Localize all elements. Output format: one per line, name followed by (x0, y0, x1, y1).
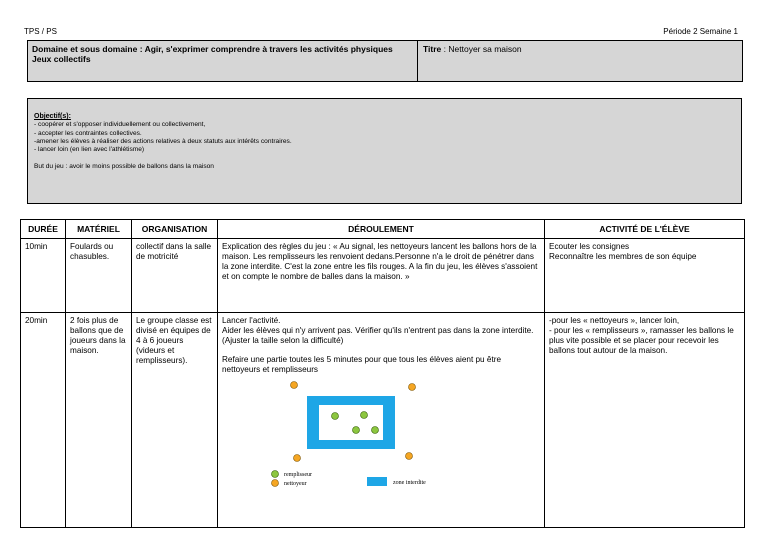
cell-activite (545, 313, 745, 528)
house-inner (319, 405, 383, 440)
cell-materiel: 2 fois plus de ballons que de joueurs dans la maison. (66, 313, 132, 528)
objective-item: - coopérer et s'opposer individuellement ou collectivement, (34, 121, 206, 129)
deroulement-line: Refaire une partie toutes les 5 minutes pour que tous les élèves aient pu être nettoyeurs et remplisseurs (222, 355, 501, 374)
legend-nettoyeur: nettoyeur (284, 481, 307, 487)
game-goal: But du jeu : avoir le moins possible de ballons dans la maison (34, 163, 214, 171)
nettoyeur-icon (361, 412, 368, 419)
legend-remplisseur: remplisseur (284, 472, 312, 478)
deroulement-line: Aider les élèves qui n'y arrivent pas. Vérifier qu'ils n'entrent pas dans la zone interdite. (Ajuster la taille selon la difficulté) (222, 326, 534, 345)
cell-deroulement (218, 313, 545, 528)
activite-line: Ecouter les consignes (549, 242, 630, 251)
header-materiel: MATÉRIEL (66, 220, 132, 239)
domain-box (27, 40, 743, 82)
deroulement-line: Lancer l'activité. (222, 316, 281, 325)
period-week: Période 2 Semaine 1 (663, 27, 738, 36)
class-level: TPS / PS (24, 27, 57, 36)
header-activite: ACTIVITÉ DE L'ÉLÈVE (545, 220, 745, 239)
title-value: : Nettoyer sa maison (443, 44, 522, 54)
header-duree: DURÉE (21, 220, 66, 239)
activite-line: - pour les « remplisseurs », ramasser les ballons le plus vite possible et se placer pour recevoir les ballons tout autour de la maison. (549, 326, 734, 355)
table-row (21, 239, 745, 313)
objectives-box (27, 98, 742, 204)
objective-item: - lancer loin (en lien avec l'athlétisme) (34, 146, 145, 154)
domain-cell (28, 41, 418, 81)
cell-organisation: collectif dans la salle de motricité (132, 239, 218, 313)
domain-label: Domaine et sous domaine : (32, 44, 143, 54)
cell-activite (545, 239, 745, 313)
nettoyeur-icon (372, 427, 379, 434)
header-organisation: ORGANISATION (132, 220, 218, 239)
table-row (21, 313, 745, 528)
diagram-svg (264, 377, 464, 497)
legend-remplisseur-icon (272, 471, 279, 478)
objectives-title: Objectif(s): (34, 113, 71, 120)
remplisseur-icon (294, 455, 301, 462)
remplisseur-icon (409, 384, 416, 391)
cell-duree: 20min (21, 313, 66, 528)
legend-zone-swatch (367, 477, 387, 486)
lesson-table (20, 219, 745, 528)
cell-deroulement: Explication des règles du jeu : « Au signal, les nettoyeurs lancent les ballons hors de la maison. Les remplisseurs les renvoient dedans.Personne n'a le droit de pénétrer dans la zone interdite. C'est la zone entre les fils rouges. A la fin du jeu, les élèves s'assoient et on compte le nombre de balles dans la maison. » (218, 239, 545, 313)
domain-value: Agir, s'exprimer comprendre à travers les activités physiques (144, 44, 393, 54)
remplisseur-icon (291, 382, 298, 389)
remplisseur-icon (406, 453, 413, 460)
nettoyeur-icon (332, 413, 339, 420)
cell-materiel: Foulards ou chasubles. (66, 239, 132, 313)
cell-organisation: Le groupe classe est divisé en équipes de 4 à 6 joueurs (videurs et remplisseurs). (132, 313, 218, 528)
game-diagram (264, 377, 464, 497)
title-label: Titre (423, 44, 442, 54)
domain-sub: Jeux collectifs (32, 54, 91, 64)
activite-line: -pour les « nettoyeurs », lancer loin, (549, 316, 680, 325)
legend-nettoyeur-icon (272, 480, 279, 487)
activite-line: Reconnaître les membres de son équipe (549, 252, 697, 261)
objective-item: - accepter les contraintes collectives. (34, 129, 142, 137)
cell-duree: 10min (21, 239, 66, 313)
header-deroulement: DÉROULEMENT (218, 220, 545, 239)
title-cell (418, 41, 527, 81)
legend-zone: zone interdite (393, 480, 426, 486)
nettoyeur-icon (353, 427, 360, 434)
objective-item: -amener les élèves à réaliser des actions relatives à deux statuts aux intérêts contraires. (34, 137, 292, 145)
